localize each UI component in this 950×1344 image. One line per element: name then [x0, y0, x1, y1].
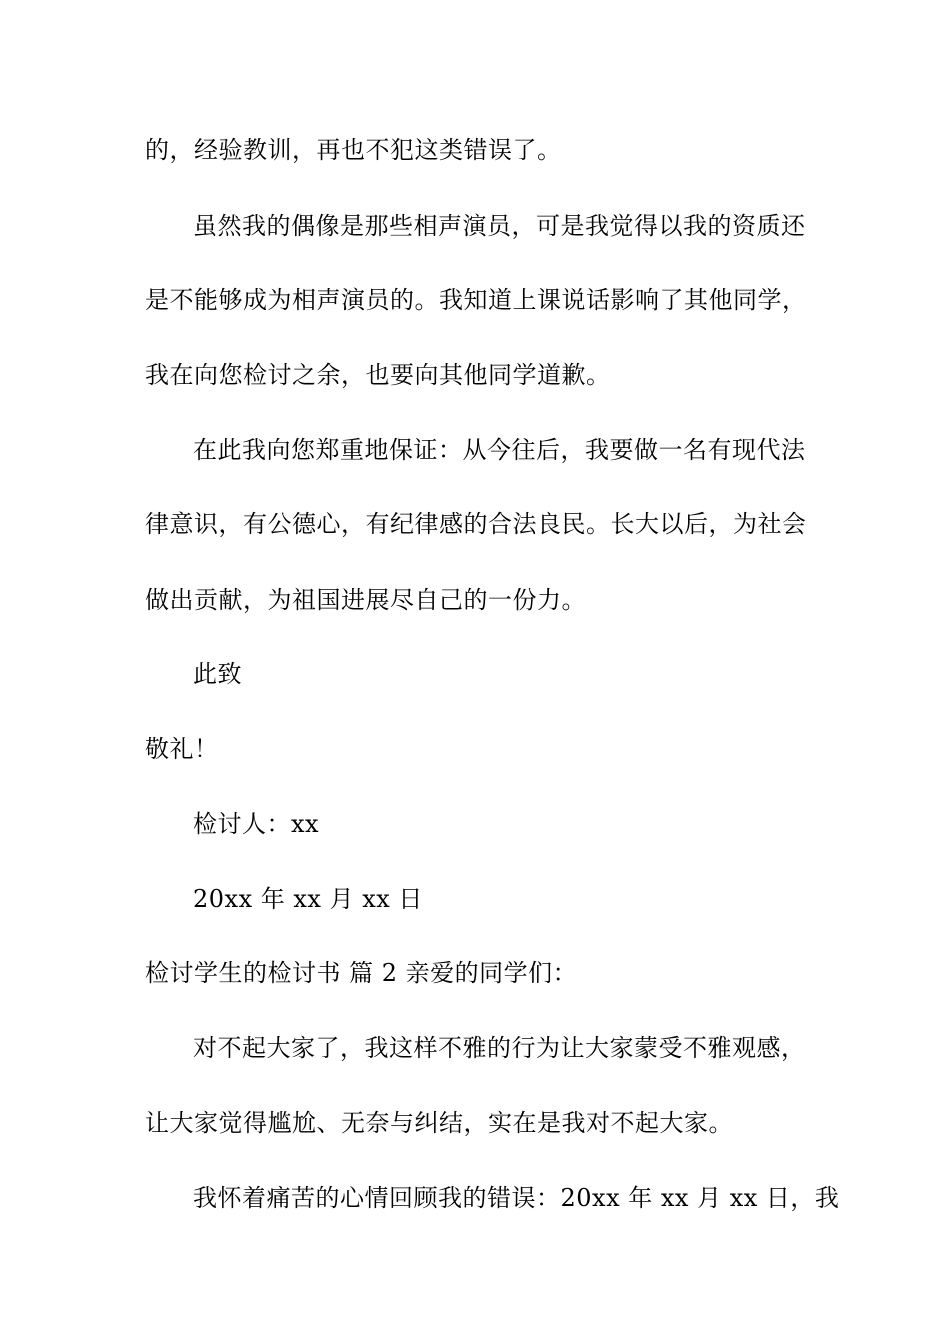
closing-salutation: 此致 [193, 660, 242, 688]
paragraph-line: 我怀着痛苦的心情回顾我的错误：20xx 年 xx 月 xx 日，我 [193, 1184, 840, 1212]
paragraph-line: 对不起大家了，我这样不雅的行为让大家蒙受不雅观感， [193, 1034, 806, 1062]
closing-regards: 敬礼！ [145, 735, 219, 763]
paragraph-line: 让大家觉得尴尬、无奈与纠结，实在是我对不起大家。 [145, 1109, 733, 1137]
paragraph-line: 是不能够成为相声演员的。我知道上课说话影响了其他同学， [145, 286, 807, 314]
paragraph-line: 我在向您检讨之余，也要向其他同学道歉。 [145, 361, 611, 389]
paragraph-line: 的，经验教训，再也不犯这类错误了。 [145, 136, 562, 164]
signature-name: 检讨人：xx [193, 810, 320, 838]
section-heading: 检讨学生的检讨书 篇 2 亲爱的同学们： [145, 959, 578, 987]
paragraph-line: 在此我向您郑重地保证：从今往后，我要做一名有现代法 [193, 436, 806, 464]
paragraph-line: 律意识，有公德心，有纪律感的合法良民。长大以后，为社会 [145, 510, 807, 538]
signature-date: 20xx 年 xx 月 xx 日 [193, 885, 423, 913]
paragraph-line: 做出贡献，为祖国进展尽自己的一份力。 [145, 586, 586, 614]
paragraph-line: 虽然我的偶像是那些相声演员，可是我觉得以我的资质还 [193, 212, 806, 240]
